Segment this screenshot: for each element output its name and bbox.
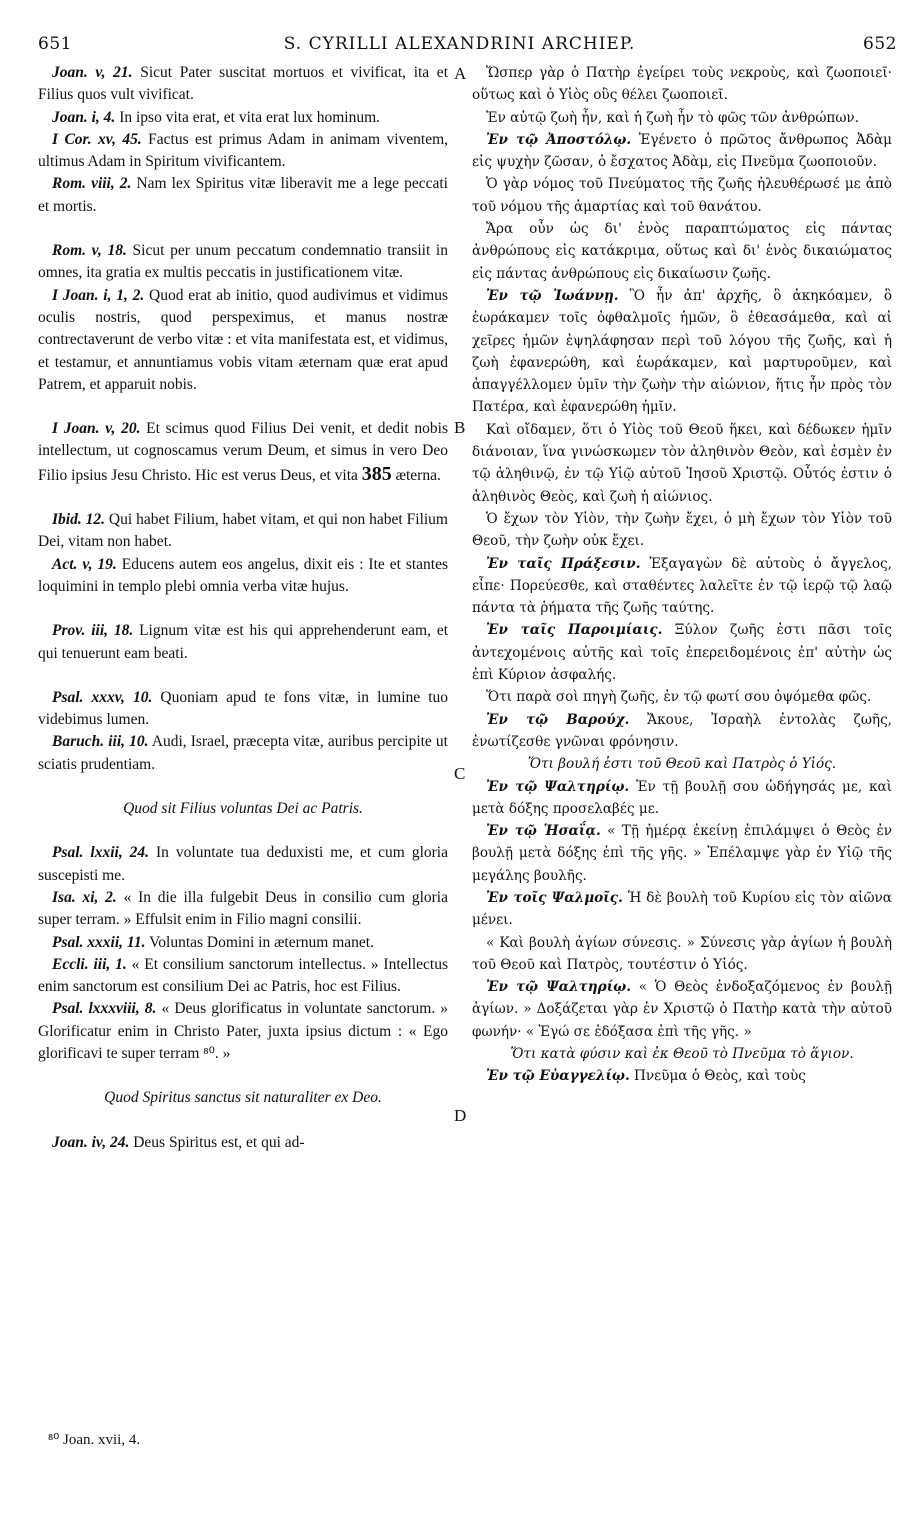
citation-ref: Ἐν τῷ Ψαλτηρίῳ.: [486, 979, 631, 996]
paragraph-gap: [38, 1065, 448, 1087]
passage-text: Lignum vitæ est his qui apprehenderunt eam, et qui tenuerunt eam beati.: [38, 622, 449, 662]
passage: [38, 887, 448, 932]
passage: [472, 976, 892, 1043]
passage: [472, 553, 892, 620]
passage-text: Πνεῦμα ὁ Θεὸς, καὶ τοὺς: [634, 1068, 806, 1085]
citation-ref: Ἐν ταῖς Παροιμίαις.: [486, 622, 663, 639]
passage: [472, 419, 892, 508]
citation-ref: Ἐν τῷ Ἰωάννῃ.: [486, 287, 619, 304]
citation-ref: Psal. xxxii, 11.: [52, 933, 146, 951]
margin-mark-d: D: [454, 1106, 467, 1125]
passage: [472, 129, 892, 174]
running-title: S. CYRILLI ALEXANDRINI ARCHIEP.: [283, 34, 636, 54]
passage-text: « Deus glorificatus in voluntate sanctorum. » Glorificatur enim in Christo Pater, juxta ipsius dictum : « Ego glorificavi te super terram ⁸⁰. »: [38, 1000, 449, 1062]
citation-ref: Psal. xxxv, 10.: [52, 688, 153, 706]
passage-text: « Ὁ Θεὸς ἐνδοξαζόμενος ἐν βουλῇ ἁγίων. » Δοξάζεται γὰρ ἐν Χριστῷ ὁ Πατὴρ κατὰ τὴν αὐτοῦ φωνήν· « Ἐγώ σε ἐδόξασα ἐπὶ τῆς γῆς. »: [472, 979, 892, 1040]
left-page-number: 651: [38, 34, 72, 54]
passage: [38, 129, 448, 174]
margin-mark-a: A: [454, 64, 467, 83]
citation-ref: Baruch. iii, 10.: [52, 733, 149, 751]
citation-ref: Rom. v, 18.: [52, 242, 127, 260]
passage-text: Ἐν τῇ βουλῇ σου ὡδήγησάς με, καὶ μετὰ δόξης προσελαβές με.: [472, 778, 892, 817]
passage-text: In ipso vita erat, et vita erat lux hominum.: [119, 108, 381, 126]
section-heading: Quod Spiritus sanctus sit naturaliter ex Deo.: [104, 1089, 382, 1107]
passage: [472, 709, 892, 754]
passage-text: Καὶ οἴδαμεν, ὅτι ὁ Υἱὸς τοῦ Θεοῦ ἥκει, καὶ δέδωκεν ἡμῖν διάνοιαν, ἵνα γινώσκωμεν τὸν ἀληθινὸν Θεὸν, καὶ ἐσμὲν ἐν τῷ ἀληθινῷ, ἐν τῷ Υἱῷ αὐτοῦ Ἰησοῦ Χριστῷ. Οὗτός ἐστιν ὁ ἀληθινὸς Θεὸς, καὶ ζωὴ ἡ αἰώνιος.: [472, 421, 892, 505]
passage: [472, 173, 892, 218]
passage: [38, 173, 448, 218]
citation-ref: I Joan. i, 1, 2.: [52, 286, 145, 304]
passage: [38, 731, 448, 776]
passage-text: Ὥσπερ γὰρ ὁ Πατὴρ ἐγείρει τοὺς νεκροὺς, καὶ ζωοποιεῖ· οὕτως καὶ ὁ Υἱὸς οὓς θέλει ζωοποιεῖ.: [472, 65, 892, 104]
passage-text: « Τῇ ἡμέρᾳ ἐκείνῃ ἐπιλάμψει ὁ Θεὸς ἐν βουλῇ μετὰ δόξης ἐπὶ τῆς γῆς. » Ἐπέλαμψε γὰρ ἐν Υἱῷ τῆς μεγάλης βουλῆς.: [472, 823, 893, 884]
citation-ref: Ἐν τῷ Ἀποστόλῳ.: [486, 131, 632, 148]
passage-text: Audi, Israel, præcepta vitæ, auribus percipite ut sciatis prudentiam.: [38, 733, 448, 773]
citation-ref: Ἐν τοῖς Ψαλμοῖς.: [486, 889, 623, 906]
passage: [38, 107, 448, 129]
passage: [472, 107, 892, 129]
passage: [472, 887, 892, 932]
passage-text: Et scimus quod Filius Dei venit, et dedit nobis intellectum, ut cognoscamus verum Deum, et simus in vero Deo Filio ipsius Jesu Christo. Hic est verus Deus, et vita: [38, 420, 448, 484]
passage: [472, 285, 892, 419]
footnote: ⁸⁰ Joan. xvii, 4.: [48, 1432, 141, 1448]
passage-text: Ὁ ἔχων τὸν Υἱὸν, τὴν ζωὴν ἔχει, ὁ μὴ ἔχων τὸν Υἱὸν τοῦ Θεοῦ, τὴν ζωὴν οὐκ ἔχει.: [472, 510, 892, 550]
citation-ref: Psal. lxxxviii, 8.: [52, 1000, 157, 1018]
citation-ref: Act. v, 19.: [52, 555, 117, 573]
passage: [472, 820, 892, 887]
citation-ref: Ἐν τῷ Ψαλτηρίῳ.: [486, 778, 630, 795]
passage-text: Deus Spiritus est, et qui ad-: [133, 1133, 305, 1151]
passage-text: Ἡ δὲ βουλὴ τοῦ Κυρίου εἰς τὸν αἰῶνα μένει.: [472, 889, 892, 929]
citation-ref: Eccli. iii, 1.: [52, 955, 127, 973]
passage-text: Factus est primus Adam in animam viventem, ultimus Adam in Spiritum vivificantem.: [38, 130, 448, 171]
margin-mark-b: B: [454, 418, 466, 437]
passage: [38, 998, 448, 1065]
citation-ref: Psal. lxxii, 24.: [52, 844, 150, 862]
passage: [38, 285, 448, 396]
passage: [472, 1065, 892, 1087]
citation-ref: I Cor. xv, 45.: [52, 130, 142, 148]
paragraph-gap: [38, 396, 448, 418]
passage-text: Sicut per unum peccatum condemnatio transiit in omnes, ita gratia ex multis peccatis in justificationem vitæ.: [38, 242, 448, 282]
passage: [472, 508, 892, 553]
passage-text: Sicut Pater suscitat mortuos et vivificat, ita et Filius quos vult vivificat.: [38, 64, 448, 104]
passage: [38, 418, 448, 487]
passage-text: « Καὶ βουλὴ ἁγίων σύνεσις. » Σύνεσις γὰρ ἁγίων ἡ βουλὴ τοῦ Θεοῦ καὶ Πατρὸς, τουτέστιν ὁ Υἱός.: [472, 934, 892, 973]
citation-ref: Joan. i, 4.: [52, 108, 116, 126]
passage-text: Ἐξαγαγὼν δὲ αὐτοὺς ὁ ἄγγελος, εἶπε· Πορεύεσθε, καὶ σταθέντες λαλεῖτε ἐν τῷ ἱερῷ τῷ λαῷ πάντα τὰ ῥήματα τῆς ζωῆς ταύτης.: [472, 555, 892, 617]
passage-text: Ὅτι παρὰ σοὶ πηγὴ ζωῆς, ἐν τῷ φωτί σου ὀψόμεθα φῶς.: [486, 689, 872, 706]
passage: [472, 619, 892, 686]
passage-text-tail: æterna.: [395, 466, 441, 484]
citation-ref: Joan. iv, 24.: [52, 1133, 130, 1151]
citation-ref: Ἐν τῷ Βαρούχ.: [486, 711, 630, 728]
passage: [472, 218, 892, 285]
passage-text: In voluntate tua deduxisti me, et cum gloria suscepisti me.: [38, 844, 448, 884]
passage-text: Quoniam apud te fons vitæ, in lumine tuo videbimus lumen.: [38, 688, 448, 729]
citation-ref: Prov. iii, 18.: [52, 622, 134, 640]
passage-text: Ἐγένετο ὁ πρῶτος ἄνθρωπος Ἀδὰμ εἰς ψυχὴν ζῶσαν, ὁ ἔσχατος Ἀδὰμ, εἰς Πνεῦμα ζωοποιοῦν.: [472, 131, 892, 171]
passage-text: « Et consilium sanctorum intellectus. » Intellectus enim sanctorum est consilium Dei ac Patris, hoc est Filius.: [38, 955, 448, 996]
passage: [38, 954, 448, 999]
paragraph-gap: [38, 665, 448, 687]
citation-ref: Rom. viii, 2.: [52, 175, 132, 193]
citation-ref: Ἐν ταῖς Πράξεσιν.: [486, 555, 641, 572]
passage-text: Ξύλον ζωῆς ἐστι πᾶσι τοῖς ἀντεχομένοις αὐτῆς καὶ τοῖς ἐπερειδομένοις ἐπ' αὐτὴν ὡς ἐπὶ Κύριον ἀσφαλής.: [472, 622, 892, 684]
citation-ref: I Joan. v, 20.: [52, 420, 141, 438]
passage: [38, 240, 448, 285]
passage: [472, 776, 892, 821]
paragraph-gap: [38, 1110, 448, 1132]
passage: [38, 509, 448, 554]
paragraph-gap: [38, 487, 448, 509]
edition-page-marker: 385: [361, 462, 392, 485]
citation-ref: Ἐν τῷ Ἡσαΐᾳ.: [486, 823, 601, 840]
section-heading: Ὅτι κατὰ φύσιν καὶ ἐκ Θεοῦ τὸ Πνεῦμα τὸ ἅγιον.: [510, 1046, 854, 1063]
margin-mark-c: C: [454, 764, 466, 783]
passage: [38, 932, 448, 954]
citation-ref: Ibid. 12.: [52, 511, 105, 529]
passage-text: Voluntas Domini in æternum manet.: [149, 933, 374, 951]
citation-ref: Joan. v, 21.: [52, 64, 133, 81]
passage-text: Nam lex Spiritus vitæ liberavit me a lege peccati et mortis.: [38, 175, 448, 215]
passage: [38, 842, 448, 887]
section-heading: Quod sit Filius voluntas Dei ac Patris.: [123, 800, 363, 818]
paragraph-gap: [38, 598, 448, 620]
passage: [38, 554, 448, 599]
right-page-number: 652: [863, 34, 897, 54]
paragraph-gap: [38, 218, 448, 240]
passage-text: Ὃ ἦν ἀπ' ἀρχῆς, ὃ ἀκηκόαμεν, ὃ ἑωράκαμεν τοῖς ὀφθαλμοῖς ἡμῶν, ὃ ἐθεασάμεθα, καὶ αἱ χεῖρες ἡμῶν ἐψηλάφησαν περὶ τοῦ λόγου τῆς ζωῆς, καὶ ἡ ζωὴ ἐφανερώθη, καὶ ἑωράκαμεν, καὶ μαρτυροῦμεν, καὶ ἀπαγγέλλομεν ὑμῖν τὴν ζωὴν τὴν αἰώνιον, ἥτις ἦν πρὸς τὸν Πατέρα, καὶ ἐφανερώθη ἡμῖν.: [472, 287, 892, 416]
passage-text: Educens autem eos angelus, dixit eis : Ite et stantes loquimini in templo plebi omnia verba vitæ hujus.: [38, 555, 448, 595]
passage: [472, 932, 892, 977]
passage-text: Ἄκουε, Ἰσραὴλ ἐντολὰς ζωῆς, ἐνωτίζεσθε γνῶναι φρόνησιν.: [472, 711, 893, 750]
passage: [472, 686, 892, 708]
greek-column: [472, 62, 892, 1088]
passage: [38, 1132, 448, 1154]
passage-text: Ἄρα οὖν ὡς δι' ἑνὸς παραπτώματος εἰς πάντας ἀνθρώπους εἰς κατάκριμα, οὕτως καὶ δι' ἑνὸς δικαιώματος εἰς πάντας ἀνθρώπους εἰς δικαίωσιν ζωῆς.: [472, 221, 892, 282]
passage-text: Ἐν αὐτῷ ζωὴ ἦν, καὶ ἡ ζωὴ ἦν τὸ φῶς τῶν ἀνθρώπων.: [486, 109, 860, 126]
citation-ref: Ἐν τῷ Εὐαγγελίῳ.: [486, 1068, 630, 1085]
paragraph-gap: [38, 820, 448, 842]
section-heading: Ὅτι βουλή ἐστι τοῦ Θεοῦ καὶ Πατρὸς ὁ Υἱός.: [527, 756, 837, 773]
passage-text: Qui habet Filium, habet vitam, et qui non habet Filium Dei, vitam non habet.: [38, 511, 448, 551]
paragraph-gap: [38, 776, 448, 798]
latin-column: [38, 62, 448, 1154]
passage-text: « In die illa fulgebit Deus in consilio cum gloria super terram. » Effulsit enim in Filio magni consilii.: [38, 888, 448, 929]
passage-text: Ὁ γὰρ νόμος τοῦ Πνεύματος τῆς ζωῆς ἠλευθέρωσέ με ἀπὸ τοῦ νόμου τῆς ἁμαρτίας καὶ τοῦ θανάτου.: [472, 176, 892, 215]
passage-text: Quod erat ab initio, quod audivimus et vidimus oculis nostris, quod perspeximus, et manus nostræ contrectaverunt de verbo vitæ : et vita manifestata est, et vidimus, et testamur, et annuntiamus vobis vitam æternam quæ erat apud Patrem, et apparuit nobis.: [38, 286, 448, 393]
citation-ref: Isa. xi, 2.: [52, 888, 117, 906]
passage: [38, 687, 448, 732]
passage: [38, 620, 448, 665]
passage: [38, 62, 448, 107]
passage: [472, 62, 892, 107]
